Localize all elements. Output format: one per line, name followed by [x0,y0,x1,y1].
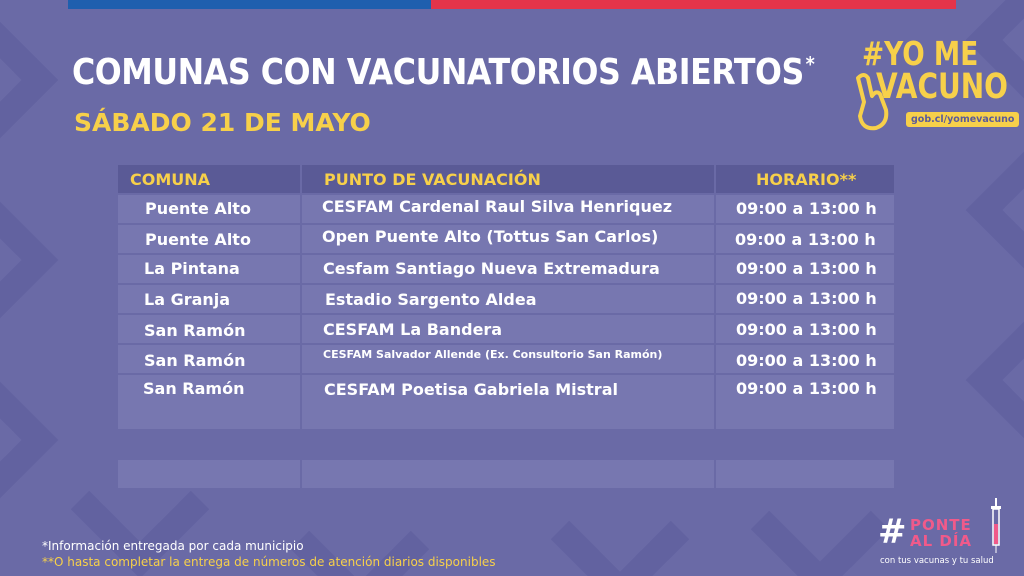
ponte-line-1: PONTE [910,516,972,534]
comuna-text: San Ramón [143,379,245,398]
horario-text: 09:00 a 13:00 h [736,289,877,308]
vaccination-table [118,165,894,490]
ponte-hash: # [878,512,907,552]
punto-text: CESFAM Poetisa Gabriela Mistral [324,380,618,399]
punto-text: Open Puente Alto (Tottus San Carlos) [322,227,659,246]
cell-comuna [118,431,300,459]
logo-url: gob.cl/yomevacuno [906,112,1019,127]
cell-punto [302,345,714,373]
cell-horario [716,401,894,429]
cell-punto [302,195,714,223]
title-asterisk: * [805,52,815,76]
date-subtitle: SÁBADO 21 DE MAYO [74,108,371,137]
horario-text: 09:00 a 13:00 h [736,379,877,398]
cell-comuna [118,255,300,283]
footnote-municipio: *Información entregada por cada municipio [42,539,304,553]
flag-stripe-red [431,0,956,9]
flag-stripe-blue [68,0,431,9]
horario-text: 09:00 a 13:00 h [735,230,876,249]
cell-horario [716,225,894,253]
header-punto-label: PUNTO DE VACUNACIÓN [324,170,541,189]
horario-text: 09:00 a 13:00 h [736,259,877,278]
table-row [118,375,894,403]
cell-comuna [118,460,300,488]
cell-horario [716,285,894,313]
cell-horario [716,375,894,403]
punto-text: CESFAM Cardenal Raul Silva Henriquez [322,197,673,216]
logo-line-1: #YO ME [862,34,979,73]
table-row [118,255,894,283]
comuna-text: San Ramón [144,351,246,370]
header-horario-label: HORARIO** [756,170,857,189]
footnote-horario: **O hasta completar la entrega de números de atención diarios disponibles [42,555,496,569]
cell-punto [302,225,714,253]
cell-horario [716,460,894,488]
cell-punto [302,285,714,313]
table-row [118,285,894,313]
cell-horario [716,315,894,343]
header-comuna [118,165,300,193]
table-row [118,225,894,253]
horario-text: 09:00 a 13:00 h [736,351,877,370]
table-row [118,315,894,343]
comuna-text: Puente Alto [145,199,251,218]
cell-comuna [118,375,300,403]
cell-comuna [118,345,300,373]
table-row [118,345,894,373]
punto-text: CESFAM La Bandera [323,320,503,339]
table-row-empty [118,460,894,488]
ponte-line-2: AL DÍA [910,532,973,550]
punto-text: Estadio Sargento Aldea [325,290,537,309]
cell-punto [302,431,714,459]
cell-comuna [118,315,300,343]
logo-line-2: VACUNO [876,67,1008,107]
cell-comuna [118,285,300,313]
ponte-al-dia-logo [878,498,1008,572]
header-horario [716,165,894,193]
table-row-empty [118,401,894,429]
horario-text: 09:00 a 13:00 h [736,320,877,339]
cell-punto [302,255,714,283]
page-title [72,52,814,93]
cell-punto [302,375,714,403]
header-comuna-label: COMUNA [130,170,211,189]
cell-horario [716,195,894,223]
punto-text: CESFAM Salvador Allende (Ex. Consultorio San Ramón) [323,348,663,361]
cell-horario [716,255,894,283]
syringe-icon [990,498,1002,554]
ponte-tagline: con tus vacunas y tu salud [880,556,994,566]
punto-text: Cesfam Santiago Nueva Extremadura [323,259,660,278]
cell-horario [716,345,894,373]
cell-comuna [118,225,300,253]
horario-text: 09:00 a 13:00 h [736,199,877,218]
table-row [118,195,894,223]
cell-punto [302,460,714,488]
cell-horario [716,431,894,459]
cell-comuna [118,401,300,429]
comuna-text: La Pintana [144,259,240,278]
cell-punto [302,315,714,343]
comuna-text: Puente Alto [145,230,251,249]
title-text: COMUNAS CON VACUNATORIOS ABIERTOS [72,52,804,93]
cell-comuna [118,195,300,223]
yomevacuno-logo [850,34,1015,140]
table-row-empty [118,431,894,459]
cell-punto [302,401,714,429]
comuna-text: San Ramón [144,321,246,340]
header-punto [302,165,714,193]
comuna-text: La Granja [144,290,231,309]
